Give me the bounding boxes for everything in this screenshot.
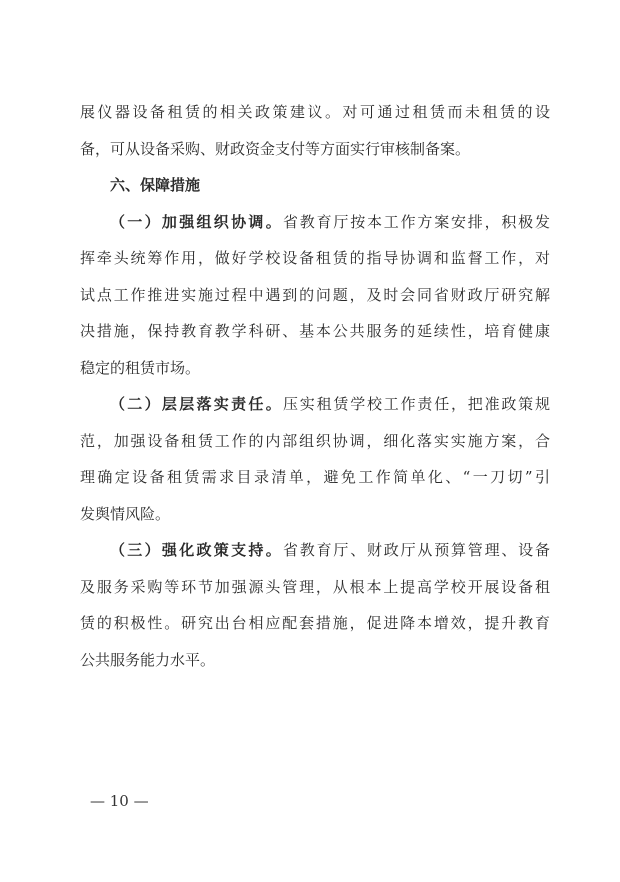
paragraph-line: 及服务采购等环节加强源头管理，从根本上提高学校开展设备租: [80, 577, 550, 596]
item-first-line-text: 压实租赁学校工作责任，把准政策规: [283, 395, 550, 413]
paragraph-line: 挥牵头统筹作用，做好学校设备租赁的指导协调和监督工作，对: [80, 249, 550, 267]
paragraph-line: 范，加强设备租赁工作的内部组织协调，细化落实实施方案，合: [80, 431, 550, 450]
section-heading: 六、保障措施: [110, 176, 201, 194]
paragraph-line: 试点工作推进实施过程中遇到的问题，及时会同省财政厅研究解: [80, 285, 550, 304]
document-body: [80, 94, 550, 678]
item-label: （二）层层落实责任。: [110, 395, 283, 413]
paragraph-line: 公共服务能力水平。: [80, 650, 216, 669]
paragraph-line: 展仪器设备租赁的相关政策建议。对可通过租赁而未租赁的设: [80, 103, 550, 121]
paragraph-line: 理确定设备租赁需求目录清单，避免工作简单化、“一刀切”引: [80, 468, 550, 486]
page-number: — 10 —: [90, 792, 149, 810]
item-label: （三）强化政策支持。: [110, 541, 283, 559]
paragraph-line: 备，可从设备采购、财政资金支付等方面实行审核制备案。: [80, 139, 471, 158]
item-first-line-text: 省教育厅、财政厅从预算管理、设备: [283, 541, 550, 559]
item-first-line-text: 省教育厅按本工作方案安排，积极发: [283, 212, 550, 231]
item-first-line: [80, 386, 550, 423]
item-label: （一）加强组织协调。: [110, 212, 283, 231]
paragraph-line: 赁的积极性。研究出台相应配套措施，促进降本增效，提升教育: [80, 614, 550, 632]
item-first-line: [80, 204, 550, 241]
item-first-line: [80, 532, 550, 569]
paragraph-line: 发舆情风险。: [80, 504, 171, 523]
paragraph-line: 决措施，保持教育教学科研、基本公共服务的延续性，培育健康: [80, 322, 550, 340]
paragraph-line: 稳定的租赁市场。: [80, 358, 201, 377]
